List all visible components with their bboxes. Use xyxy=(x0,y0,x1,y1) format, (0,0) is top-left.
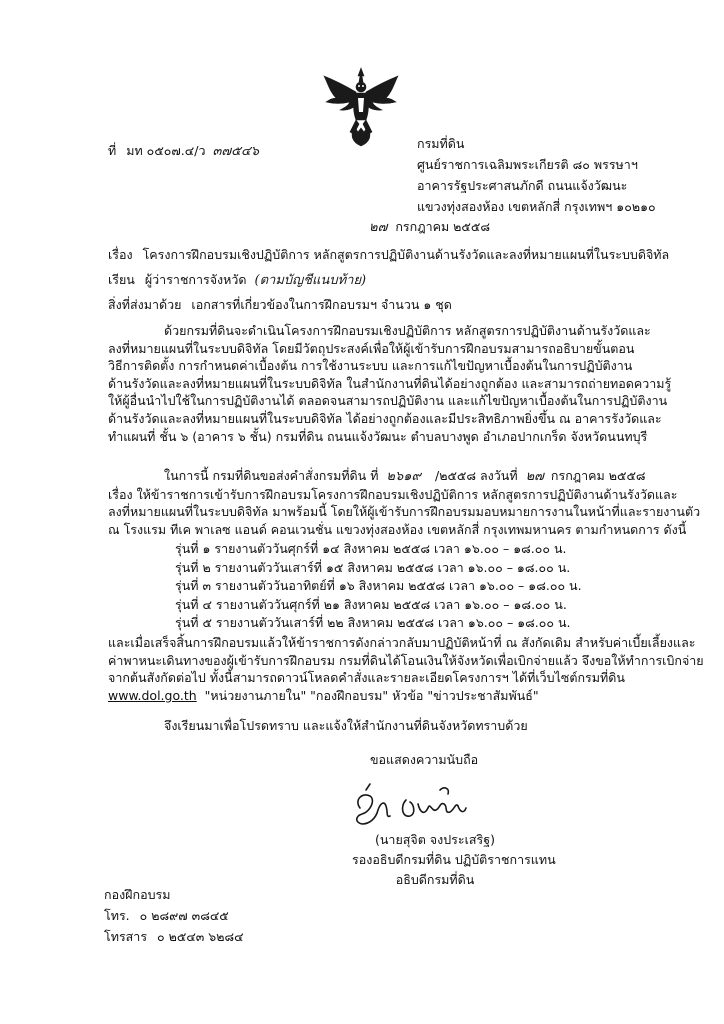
para2-line-2: เรื่อง ให้ข้าราชการเข้ารับการฝึกอบรมโครงการฝึกอบรมเชิงปฏิบัติการ หลักสูตรการปฏิบัติงานด้านรังวัดและ xyxy=(108,486,678,502)
para1-line-3: วิธีการติดตั้ง การกำหนดค่าเบื้องต้น การใช้งานระบบ และการแก้ไขปัญหาเบื้องต้นในการปฏิบัติงาน xyxy=(108,358,633,374)
recipient-label: เรียน xyxy=(108,272,135,287)
order-day-handwritten: ๒๗ xyxy=(525,469,544,484)
letter-date xyxy=(369,219,490,236)
para1-line-4: ด้านรังวัดและลงที่หมายแผนที่ในระบบดิจิทัล ในสำนักงานที่ดินได้อย่างถูกต้อง และสามารถถ่ายทอดความรู้ xyxy=(108,375,672,391)
date-day-handwritten: ๒๗ xyxy=(369,220,388,235)
org-line-1: กรมที่ดิน xyxy=(417,136,465,151)
schedule-item-5: รุ่นที่ ๕ รายงานตัววันเสาร์ที่ ๒๒ สิงหาคม ๒๕๕๘ เวลา ๑๖.๐๐ – ๑๘.๐๐ น. xyxy=(175,615,571,630)
para3-line-1: และเมื่อเสร็จสิ้นการฝึกอบรมแล้วให้ข้าราชการดังกล่าวกลับมาปฏิบัติหน้าที่ ณ สังกัดเดิม สำหรับค่าเบี้ยเลี้ยงและ xyxy=(108,635,696,650)
subject-label: เรื่อง xyxy=(108,247,133,262)
phone-line xyxy=(104,905,244,926)
schedule-item-2: รุ่นที่ ๒ รายงานตัววันเสาร์ที่ ๑๕ สิงหาคม ๒๕๕๘ เวลา ๑๖.๐๐ – ๑๘.๐๐ น. xyxy=(175,559,571,575)
para2-line-3: ลงที่หมายแผนที่ในระบบดิจิทัล มาพร้อมนี้ โดยให้ผู้เข้ารับการฝึกอบรมมอบหมายการงานในหน้าที่และรายงานตัว xyxy=(108,504,701,520)
closing-sentence: จึงเรียนมาเพื่อโปรดทราบ และแจ้งให้สำนักงานที่ดินจังหวัดทราบด้วย xyxy=(164,718,528,733)
body-paragraph-3 xyxy=(108,634,704,704)
division-name: กองฝึกอบรม xyxy=(104,887,171,902)
recipient-text: ผู้ว่าราชการจังหวัด xyxy=(144,272,247,287)
subject-line xyxy=(108,247,669,263)
para1-line-7: ทำแผนที่ ชั้น ๖ (อาคาร ๖ ชั้น) กรมที่ดิน ถนนแจ้งวัฒนะ ตำบลบางพูด อำเภอปากเกร็ด จังหวัดนนทบุรี xyxy=(108,428,648,444)
fax-number: ๐ ๒๕๔๓ ๖๒๘๔ xyxy=(157,929,244,944)
org-line-3: อาคารรัฐประศาสนภักดี ถนนแจ้งวัฒนะ xyxy=(417,178,628,193)
para1-line-1: ด้วยกรมที่ดินจะดำเนินโครงการฝึกอบรมเชิงปฏิบัติการ หลักสูตรการปฏิบัติงานด้านรังวัดและ xyxy=(164,323,651,338)
recipient-handwritten: (ตามบัญชีแนบท้าย) xyxy=(254,273,367,288)
signatory-position-2: อธิบดีกรมที่ดิน xyxy=(395,872,475,887)
website-tail: "หน่วยงานภายใน" "กองฝึกอบรม" หัวข้อ "ข่าวประชาสัมพันธ์" xyxy=(204,687,539,703)
schedule-item-3: รุ่นที่ ๓ รายงานตัววันอาทิตย์ที่ ๑๖ สิงหาคม ๒๕๕๘ เวลา ๑๖.๐๐ – ๑๘.๐๐ น. xyxy=(175,578,582,593)
para3-line-2: ค่าพาหนะเดินทางของผู้เข้ารับการฝึกอบรม กรมที่ดินได้โอนเงินให้จังหวัดเพื่อเบิกจ่ายแล้ว จึงขอให้ทำการเบิกจ่าย xyxy=(108,652,704,668)
para2-lead: ในการนี้ กรมที่ดินขอส่งคำสั่งกรมที่ดิน ที่ xyxy=(164,468,379,483)
phone-number: ๐ ๒๘๙๗ ๓๘๔๕ xyxy=(139,908,229,923)
handwritten-signature xyxy=(340,778,480,828)
training-schedule xyxy=(175,540,582,633)
enclosure-label: สิ่งที่ส่งมาด้วย xyxy=(108,297,182,312)
regards-text: ขอแสดงความนับถือ xyxy=(370,752,479,767)
para1-line-6: ด้านรังวัดและลงที่หมายแผนที่ในระบบดิจิทัล ได้อย่างถูกต้องและมีประสิทธิภาพยิ่งขึ้น ณ อาคารรังวัดและ xyxy=(108,410,662,426)
signatory-name: (นายสุจิต จงประเสริฐ) xyxy=(375,832,495,847)
fax-label: โทรสาร xyxy=(104,929,148,944)
para2-line-1 xyxy=(108,467,700,486)
enclosure-line xyxy=(108,297,452,313)
contact-footer xyxy=(104,884,244,947)
organisation-address xyxy=(417,133,656,217)
para3-line-4 xyxy=(108,687,704,705)
website-link[interactable]: www.dol.go.th xyxy=(108,687,197,703)
schedule-item-1: รุ่นที่ ๑ รายงานตัววันศุกร์ที่ ๑๔ สิงหาคม ๒๕๕๘ เวลา ๑๖.๐๐ – ๑๘.๐๐ น. xyxy=(175,541,567,556)
org-line-2: ศูนย์ราชการเฉลิมพระเกียรติ ๘๐ พรรษาฯ xyxy=(417,157,638,172)
org-line-4: แขวงทุ่งสองห้อง เขตหลักสี่ กรุงเทพฯ ๑๐๒๑๐ xyxy=(417,199,656,214)
signatory-block xyxy=(352,830,556,890)
garuda-emblem-icon xyxy=(320,66,402,148)
body-paragraph-1 xyxy=(108,322,671,445)
schedule-item-4: รุ่นที่ ๔ รายงานตัววันศุกร์ที่ ๒๑ สิงหาคม ๒๕๕๘ เวลา ๑๖.๐๐ – ๑๘.๐๐ น. xyxy=(175,596,567,612)
date-month-year: กรกฎาคม ๒๕๕๘ xyxy=(395,219,490,234)
fax-line xyxy=(104,926,244,947)
para1-line-5: ให้ผู้อื่นนำไปใช้ในการปฏิบัติงานได้ ตลอดจนสามารถปฏิบัติงาน และแก้ไขปัญหาเบื้องต้นในการปฏิบัติงาน xyxy=(108,393,668,409)
para2-tail: กรกฎาคม ๒๕๕๘ xyxy=(550,468,646,483)
phone-label: โทร. xyxy=(104,908,130,923)
para1-line-2: ลงที่หมายแผนที่ในระบบดิจิทัล โดยมีวัตถุประสงค์เพื่อให้ผู้เข้ารับการฝึกอบรมสามารถอธิบายขั้นตอน xyxy=(108,340,635,356)
reference-prefix: มท ๐๕๐๗.๔/ว xyxy=(126,143,206,158)
recipient-line xyxy=(108,272,366,289)
reference-label: ที่ xyxy=(108,143,117,158)
para2-line-4: ณ โรงแรม ทีเค พาเลซ แอนด์ คอนเวนชั่น แขวงทุ่งสองห้อง เขตหลักสี่ กรุงเทพมหานคร ตามกำหนดการ ดังนี้ xyxy=(108,521,687,537)
para3-line-3: จากต้นสังกัดต่อไป ทั้งนี้สามารถดาวน์โหลดคำสั่งและรายละเอียดโครงการฯ ได้ที่เว็บไซต์กรมที่ดิน xyxy=(108,670,625,686)
body-paragraph-2 xyxy=(108,467,700,538)
enclosure-text: เอกสารที่เกี่ยวข้องในการฝึกอบรมฯ จำนวน ๑ ชุด xyxy=(191,297,452,312)
signatory-position-1: รองอธิบดีกรมที่ดิน ปฏิบัติราชการแทน xyxy=(352,852,556,867)
order-number-handwritten: ๒๖๑๙ xyxy=(386,469,422,484)
para2-mid: /๒๕๕๘ ลงวันที่ xyxy=(435,468,518,483)
subject-text: โครงการฝึกอบรมเชิงปฏิบัติการ หลักสูตรการปฏิบัติงานด้านรังวัดและลงที่หมายแผนที่ในระบบดิจิทัล xyxy=(142,247,670,262)
reference-line xyxy=(108,143,259,160)
reference-number-handwritten: ๓๗๕๔๖ xyxy=(212,144,260,159)
